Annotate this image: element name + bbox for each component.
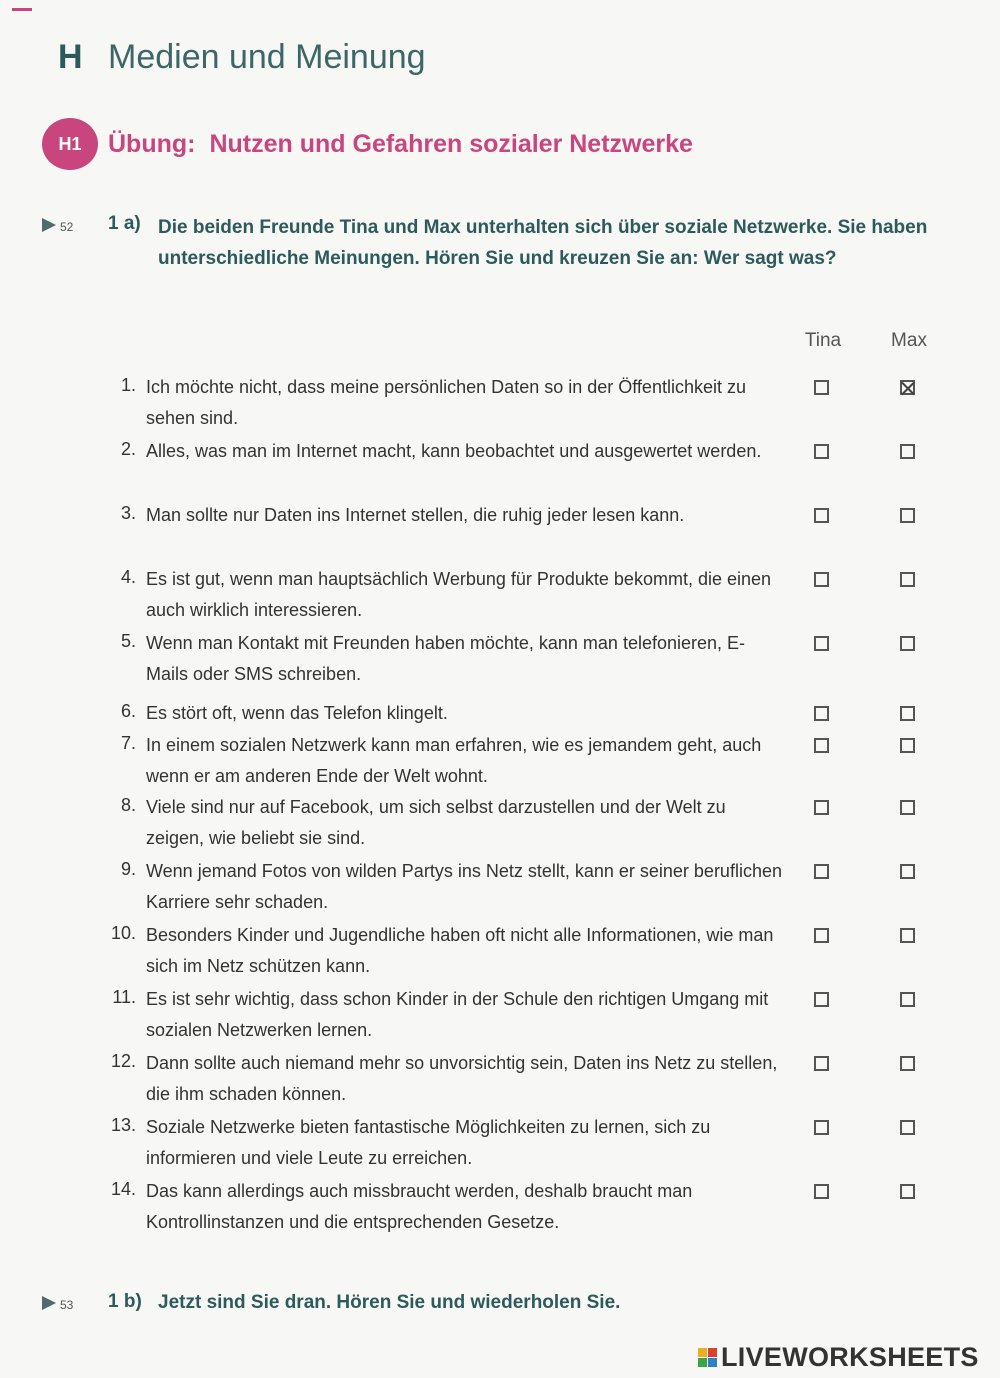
statement-text: Es ist gut, wenn man hauptsächlich Werbung für Produkte bekommt, die einen auch wirklich interessieren.: [146, 569, 772, 620]
tina-checkbox[interactable]: [814, 864, 829, 879]
statement-row: [0, 436, 1000, 500]
max-checkbox[interactable]: [900, 800, 915, 815]
statement-number: 3.: [120, 503, 136, 523]
statement-number: 6.: [120, 701, 136, 721]
column-header-max: Max: [891, 330, 927, 351]
task-instruction: Die beiden Freunde Tina und Max unterhalten sich über soziale Netzwerke. Sie haben unterschiedliche Meinungen. Hören Sie und kreuzen Sie an: Wer sagt was?: [158, 217, 928, 269]
exercise-title-text: Nutzen und Gefahren sozialer Netzwerke: [209, 129, 693, 158]
play-icon[interactable]: [42, 1296, 56, 1310]
statement-text: Wenn jemand Fotos von wilden Partys ins Netz stellt, kann er seiner beruflichen Karriere sehr schaden.: [146, 861, 782, 912]
max-checkbox[interactable]: [900, 380, 915, 395]
chapter-title: Medien und Meinung: [108, 38, 426, 76]
max-checkbox[interactable]: [900, 572, 915, 587]
column-header-tina: Tina: [804, 330, 842, 351]
tina-checkbox[interactable]: [814, 706, 829, 721]
tina-checkbox[interactable]: [814, 1184, 829, 1199]
tina-checkbox[interactable]: [814, 800, 829, 815]
statement-text: Man sollte nur Daten ins Internet stellen, die ruhig jeder lesen kann.: [146, 505, 685, 525]
statement-text: In einem sozialen Netzwerk kann man erfahren, wie es jemandem geht, auch wenn er am anderen Ende der Welt wohnt.: [146, 735, 762, 786]
task-number: 1 a): [108, 213, 141, 234]
statement-text: Ich möchte nicht, dass meine persönlichen Daten so in der Öffentlichkeit zu sehen sind.: [146, 377, 746, 428]
statement-text: Das kann allerdings auch missbraucht werden, deshalb braucht man Kontrollinstanzen und die entsprechenden Gesetze.: [146, 1181, 693, 1232]
tina-checkbox[interactable]: [814, 380, 829, 395]
max-checkbox[interactable]: [900, 1056, 915, 1071]
track-number: 53: [60, 1298, 74, 1312]
statement-number: 1.: [120, 375, 136, 395]
statement-row: [0, 792, 1000, 856]
statement-row: [0, 564, 1000, 628]
max-checkbox[interactable]: [900, 864, 915, 879]
statement-number: 2.: [120, 439, 136, 459]
watermark-text: LIVEWORKSHEETS: [721, 1342, 979, 1372]
tina-checkbox[interactable]: [814, 738, 829, 753]
max-checkbox[interactable]: [900, 1184, 915, 1199]
statement-row: [0, 1048, 1000, 1112]
liveworksheets-logo-icon: [698, 1348, 717, 1367]
statement-number: 8.: [120, 795, 136, 815]
statement-number: 7.: [120, 733, 136, 753]
page-corner-mark: [12, 8, 32, 11]
statement-row: [0, 372, 1000, 436]
max-checkbox[interactable]: [900, 706, 915, 721]
exercise-badge: H1: [42, 118, 98, 170]
tina-checkbox[interactable]: [814, 1120, 829, 1135]
statement-row: [0, 730, 1000, 794]
play-icon[interactable]: [42, 218, 56, 232]
max-checkbox[interactable]: [900, 636, 915, 651]
tina-checkbox[interactable]: [814, 636, 829, 651]
statement-row: [0, 628, 1000, 692]
statement-number: 11.: [112, 987, 136, 1007]
statement-row: [0, 1112, 1000, 1176]
statement-text: Es ist sehr wichtig, dass schon Kinder in der Schule den richtigen Umgang mit sozialen Netzwerken lernen.: [146, 989, 769, 1040]
statement-number: 14.: [110, 1179, 136, 1199]
statement-row: [0, 920, 1000, 984]
statement-text: Alles, was man im Internet macht, kann beobachtet und ausgewertet werden.: [146, 441, 762, 461]
statement-row: [0, 856, 1000, 920]
max-checkbox[interactable]: [900, 992, 915, 1007]
chapter-header: [58, 38, 426, 77]
tina-checkbox[interactable]: [814, 992, 829, 1007]
statement-text: Dann sollte auch niemand mehr so unvorsichtig sein, Daten ins Netz zu stellen, die ihm schaden können.: [146, 1053, 778, 1104]
max-checkbox[interactable]: [900, 738, 915, 753]
max-checkbox[interactable]: [900, 444, 915, 459]
chapter-letter: H: [58, 38, 83, 76]
tina-checkbox[interactable]: [814, 928, 829, 943]
statement-number: 4.: [120, 567, 136, 587]
statement-text: Besonders Kinder und Jugendliche haben oft nicht alle Informationen, wie man sich im Netz schützen kann.: [146, 925, 774, 976]
tina-checkbox[interactable]: [814, 444, 829, 459]
max-checkbox[interactable]: [900, 508, 915, 523]
max-checkbox[interactable]: [900, 928, 915, 943]
audio-track-52[interactable]: [42, 212, 108, 274]
task-1b: [42, 1290, 928, 1316]
task-number: 1 b): [108, 1291, 142, 1312]
track-number: 52: [60, 220, 74, 234]
liveworksheets-watermark: [698, 1342, 979, 1373]
exercise-label: Übung:: [108, 129, 196, 158]
statement-row: [0, 984, 1000, 1048]
max-checkbox[interactable]: [900, 1120, 915, 1135]
statement-number: 9.: [120, 859, 136, 879]
statement-row: [0, 500, 1000, 564]
statement-number: 5.: [120, 631, 136, 651]
tina-checkbox[interactable]: [814, 1056, 829, 1071]
audio-track-53[interactable]: [42, 1290, 108, 1316]
statement-number: 10.: [110, 923, 136, 943]
task-instruction: Jetzt sind Sie dran. Hören Sie und wiederholen Sie.: [158, 1292, 621, 1313]
statement-row: [0, 1176, 1000, 1240]
exercise-header: [42, 118, 693, 170]
exercise-title: [108, 130, 693, 159]
task-1a: [42, 212, 928, 274]
tina-checkbox[interactable]: [814, 508, 829, 523]
statement-text: Wenn man Kontakt mit Freunden haben möchte, kann man telefonieren, E-Mails oder SMS schreiben.: [146, 633, 746, 684]
statement-text: Soziale Netzwerke bieten fantastische Möglichkeiten zu lernen, sich zu informieren und viele Leute zu erreichen.: [146, 1117, 711, 1168]
tina-checkbox[interactable]: [814, 572, 829, 587]
statement-number: 12.: [110, 1051, 136, 1071]
statement-text: Viele sind nur auf Facebook, um sich selbst darzustellen und der Welt zu zeigen, wie beliebt sie sind.: [146, 797, 726, 848]
statement-text: Es stört oft, wenn das Telefon klingelt.: [146, 703, 448, 723]
statement-number: 13.: [110, 1115, 136, 1135]
